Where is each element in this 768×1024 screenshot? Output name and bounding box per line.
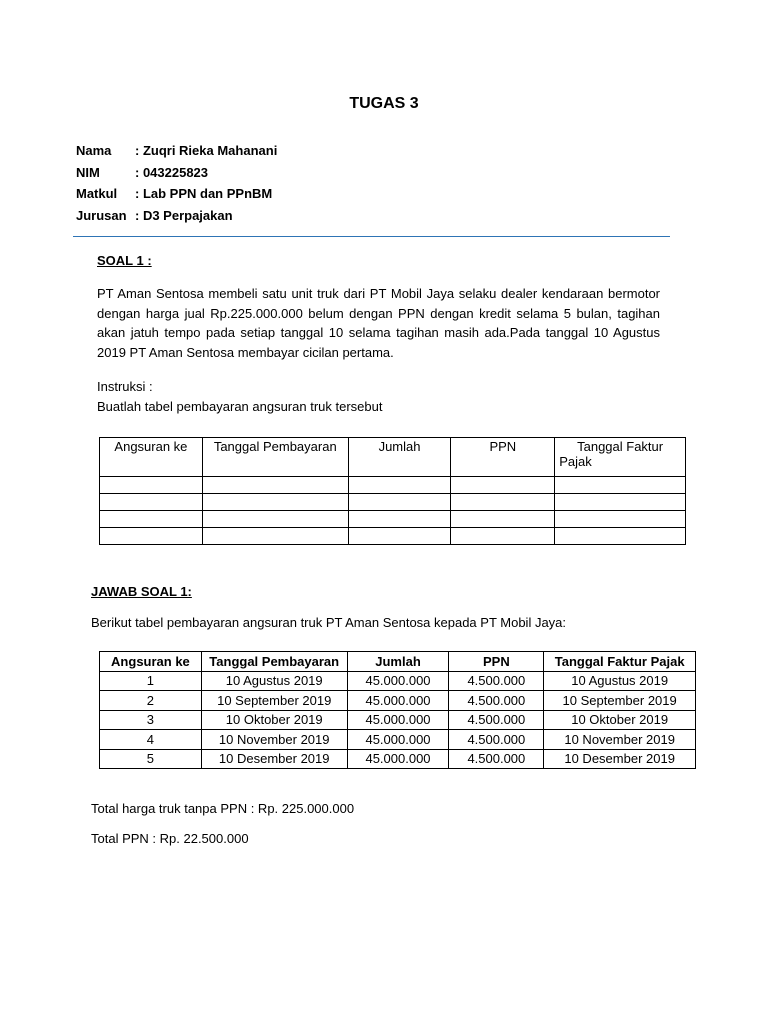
table-row (100, 671, 696, 691)
column-header: Jumlah (347, 652, 449, 672)
table-cell: 10 November 2019 (544, 730, 696, 750)
table-cell: 45.000.000 (347, 671, 449, 691)
table-cell (451, 528, 555, 545)
table-cell: 10 Desember 2019 (201, 749, 347, 769)
table-cell (451, 494, 555, 511)
table-row (100, 477, 686, 494)
table-cell: 45.000.000 (347, 730, 449, 750)
table-cell (348, 494, 451, 511)
table-cell: 4.500.000 (449, 749, 544, 769)
table-cell: 4.500.000 (449, 671, 544, 691)
soal-title: SOAL 1 : (97, 253, 152, 268)
info-label: Matkul (76, 186, 118, 201)
table-cell (348, 477, 451, 494)
table-cell: 10 Agustus 2019 (201, 671, 347, 691)
table-cell: 3 (100, 710, 202, 730)
instruction-label: Instruksi : (97, 379, 153, 394)
table-cell: 2 (100, 691, 202, 711)
info-value: : Lab PPN dan PPnBM (135, 186, 273, 201)
column-header: Tanggal Faktur Pajak (544, 652, 696, 672)
student-info (76, 143, 277, 229)
column-header: Tanggal Pembayaran (202, 438, 348, 477)
table-cell (555, 511, 686, 528)
total-ppn: Total PPN : Rp. 22.500.000 (91, 831, 249, 846)
column-header: Angsuran ke (100, 652, 202, 672)
instruction-text: Buatlah tabel pembayaran angsuran truk tersebut (97, 399, 383, 414)
table-cell (202, 477, 348, 494)
table-cell (100, 494, 203, 511)
info-value: : D3 Perpajakan (135, 207, 233, 223)
table-cell: 10 November 2019 (201, 730, 347, 750)
table-row (100, 528, 686, 545)
installment-table (99, 651, 696, 769)
table-cell: 45.000.000 (347, 749, 449, 769)
table-cell: 45.000.000 (347, 691, 449, 711)
table-cell (100, 528, 203, 545)
table-header-row (100, 438, 686, 477)
table-row (100, 511, 686, 528)
table-cell: 10 Oktober 2019 (544, 710, 696, 730)
soal-text: PT Aman Sentosa membeli satu unit truk dari PT Mobil Jaya selaku dealer kendaraan bermotor dengan harga jual Rp.225.000.000 belum dengan PPN dengan kredit selama 5 bulan, tagihan akan jatuh tempo pada setiap tanggal 10 selama tagihan masih ada.Pada tanggal 10 Agustus 2019 PT Aman Sentosa membayar cicilan pertama. (97, 286, 660, 360)
info-value: : 043225823 (135, 164, 209, 180)
table-cell: 10 September 2019 (544, 691, 696, 711)
table-cell (555, 528, 686, 545)
column-header: Jumlah (348, 438, 451, 477)
table-cell (348, 528, 451, 545)
table-row (100, 749, 696, 769)
table-cell: 4.500.000 (449, 691, 544, 711)
table-cell: 4.500.000 (449, 710, 544, 730)
table-cell (348, 511, 451, 528)
jawab-intro: Berikut tabel pembayaran angsuran truk PT Aman Sentosa kepada PT Mobil Jaya: (91, 615, 567, 630)
info-row-nama (76, 143, 277, 165)
table-cell: 10 Desember 2019 (544, 749, 696, 769)
table-row (100, 494, 686, 511)
table-cell: 5 (100, 749, 202, 769)
column-header: PPN (449, 652, 544, 672)
info-label: NIM (76, 164, 100, 180)
table-cell (451, 511, 555, 528)
document-title: TUGAS 3 (349, 95, 419, 112)
info-label: Nama (76, 143, 112, 158)
blank-installment-table (99, 437, 686, 545)
table-cell: 4.500.000 (449, 730, 544, 750)
table-row (100, 730, 696, 750)
table-cell: 10 Oktober 2019 (201, 710, 347, 730)
column-header: PPN (451, 438, 555, 477)
info-value: : Zuqri Rieka Mahanani (135, 143, 278, 158)
header-divider (73, 236, 670, 237)
column-header: Angsuran ke (100, 438, 203, 477)
table-cell (202, 494, 348, 511)
table-cell: 45.000.000 (347, 710, 449, 730)
table-cell (202, 528, 348, 545)
table-cell: 4 (100, 730, 202, 750)
info-row-jurusan (76, 208, 277, 230)
column-header: Tanggal Faktur Pajak (555, 438, 686, 477)
table-cell (451, 477, 555, 494)
info-row-nim (76, 165, 277, 187)
jawab-title: JAWAB SOAL 1: (91, 584, 192, 599)
total-harga: Total harga truk tanpa PPN : Rp. 225.000.000 (91, 801, 355, 816)
table-header-row (100, 652, 696, 672)
info-row-matkul (76, 186, 277, 208)
table-cell (100, 477, 203, 494)
table-cell: 1 (100, 671, 202, 691)
table-cell (555, 494, 686, 511)
info-label: Jurusan (76, 207, 127, 223)
table-cell: 10 Agustus 2019 (544, 671, 696, 691)
table-row (100, 710, 696, 730)
table-row (100, 691, 696, 711)
table-cell (100, 511, 203, 528)
column-header: Tanggal Pembayaran (201, 652, 347, 672)
table-cell (555, 477, 686, 494)
table-cell (202, 511, 348, 528)
table-cell: 10 September 2019 (201, 691, 347, 711)
